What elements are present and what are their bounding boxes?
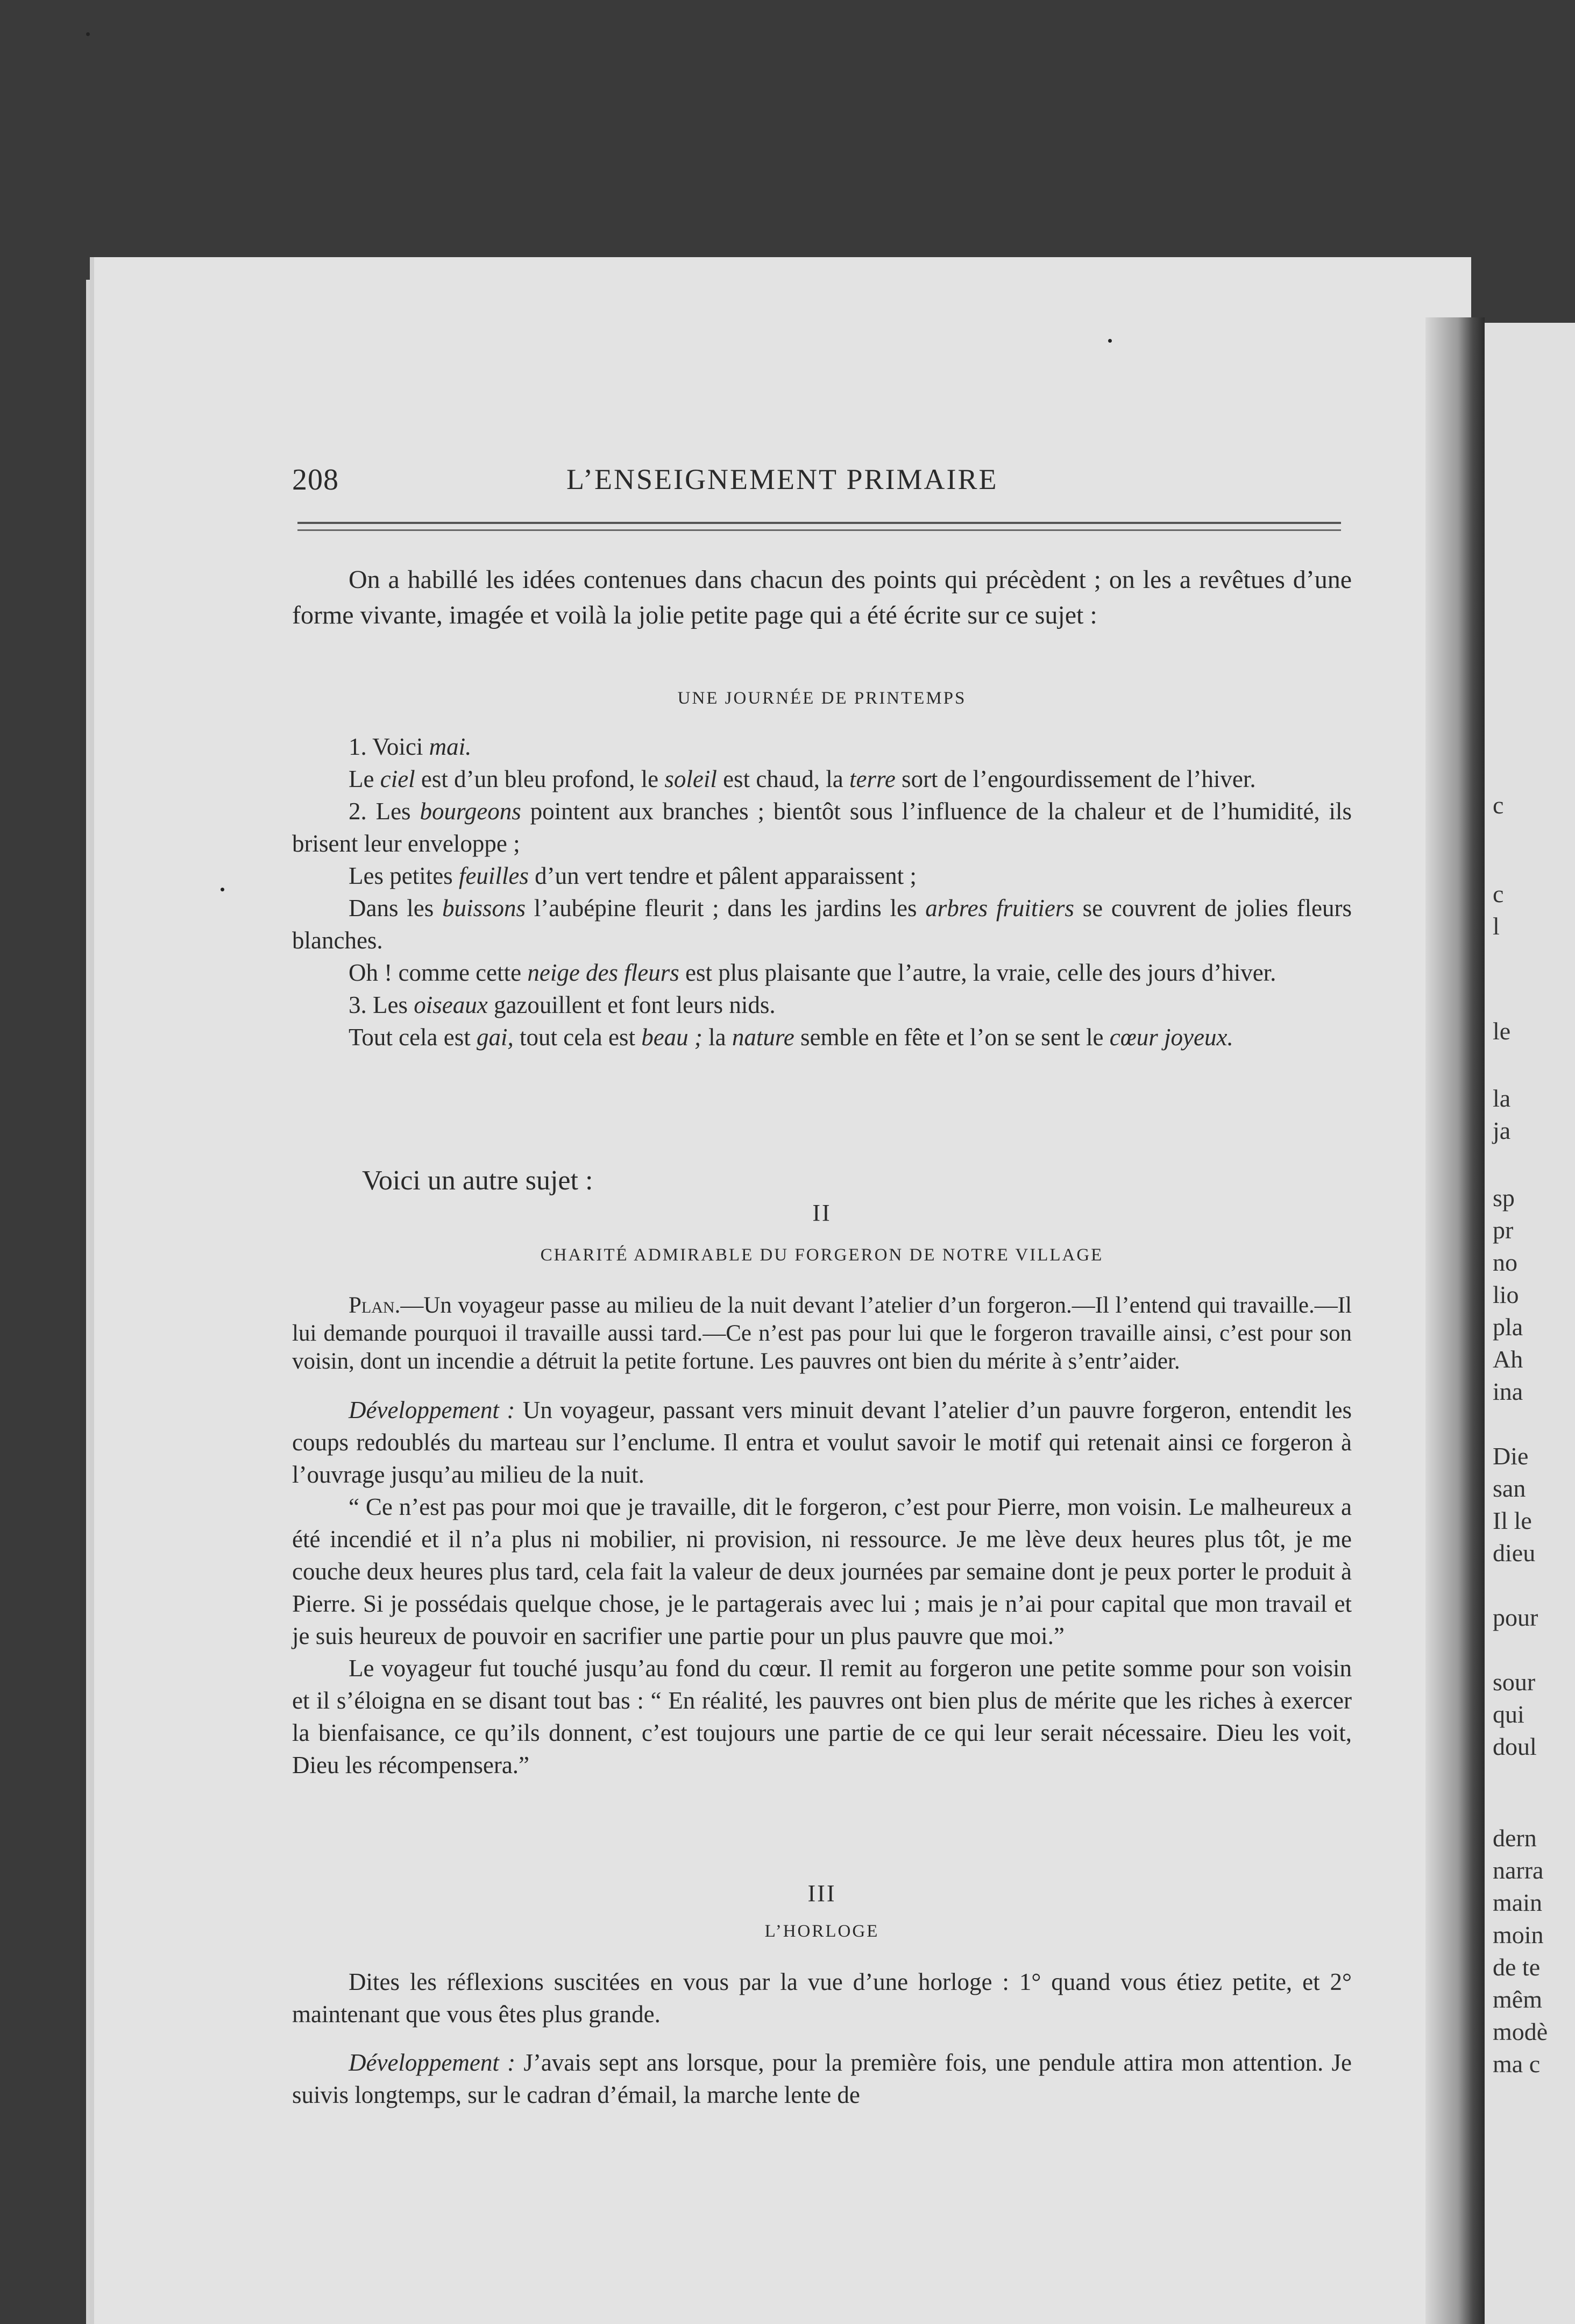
text-run: semble en fête et l’on se sent le — [794, 1024, 1110, 1051]
fragment: sour — [1493, 1668, 1536, 1696]
text-run: Oh ! comme cette — [349, 959, 528, 986]
text-run: est d’un bleu profond, le — [415, 766, 665, 792]
plan-paragraph — [292, 1292, 1352, 1376]
italic-run: gai, — [477, 1024, 514, 1051]
italic-run: terre — [849, 766, 896, 792]
fragment: main — [1493, 1889, 1542, 1916]
fragment: de te — [1493, 1953, 1541, 1981]
text-run: J’avais sept ans lorsque, pour la première fois, une pendule attira mon attention. Je suivis longtemps, sur le cadran d’émail, la marche lente de — [292, 2049, 1352, 2108]
text-run: Un voyageur, passant vers minuit devant l’atelier d’un pauvre forgeron, entendit les coups redoublés du marteau sur l’enclume. Il entra et voulut savoir le motif qui retenait ainsi ce forgeron à l’ouvrage jusqu’au milieu de la nuit. — [292, 1397, 1352, 1488]
section-numeral: III — [807, 1880, 836, 1907]
fragment: ma c — [1493, 2050, 1541, 2078]
section-title: UNE JOURNÉE DE PRINTEMPS — [677, 689, 967, 708]
text-run: 2. Les — [349, 798, 420, 825]
paragraph — [292, 989, 1352, 1021]
page-header — [292, 463, 1341, 500]
fragment: Il le — [1493, 1507, 1532, 1534]
fragment: c — [1493, 880, 1504, 908]
italic-run: beau ; — [641, 1024, 703, 1051]
paragraph — [292, 731, 1352, 763]
text-run: tout cela est — [513, 1024, 642, 1051]
italic-run: ciel — [380, 766, 415, 792]
fragment: c — [1493, 791, 1504, 819]
running-title: L’ENSEIGNEMENT PRIMAIRE — [566, 463, 998, 495]
fragment: mêm — [1493, 1986, 1542, 2013]
section-numeral: II — [812, 1200, 832, 1226]
text-run: Tout cela est — [349, 1024, 477, 1051]
fragment: ina — [1493, 1378, 1523, 1405]
paragraph — [292, 763, 1352, 795]
intro-paragraph: On a habillé les idées contenues dans chacun des points qui précèdent ; on les a revêtues d’une forme vivante, imagée et voilà la jolie petite page qui a été écrite sur ce sujet : — [292, 565, 1352, 629]
paragraph — [292, 956, 1352, 989]
dust-speck — [221, 888, 224, 891]
italic-run: nature — [732, 1024, 794, 1051]
paragraph — [292, 860, 1352, 892]
book-gutter — [1425, 317, 1485, 2324]
text-run: —Un voyageur passe au milieu de la nuit devant l’atelier d’un forgeron.—Il l’entend qui travaille.—Il lui demande pourquoi il travaille aussi tard.—Ce n’est pas pour lui que le forgeron travaille ainsi, c’est pour son voisin, dont un incendie a détruit la petite fortune. Les pauvres ont bien du mérite à s’entr’aider. — [292, 1293, 1352, 1374]
italic-run: oiseaux — [414, 991, 488, 1018]
header-rule — [297, 529, 1341, 531]
section-2 — [292, 1165, 1352, 1781]
quote-paragraph: “ Ce n’est pas pour moi que je travaille, dit le forgeron, c’est pour Pierre, mon voisin. Le malheureux a été incendié et il n’a plus ni mobilier, ni provision, ni ressource. Je me lève deux heures plus tôt, je me couche deux heures plus tard, cela fait la valeur de deux journées par semaine dont je peux porter le produit à Pierre. Si je possédais quelque chose, je le partagerais avec lui ; mais je n’ai pour capital que mon travail et je suis heureux de pouvoir en sacrifier une partie pour un plus pauvre que moi.” — [292, 1493, 1352, 1649]
fragment: le — [1493, 1017, 1511, 1045]
text-run: se couvrent de jolies fleurs blanches. — [292, 895, 1352, 954]
text-run: est chaud, la — [716, 766, 849, 792]
italic-run: bourgeons — [420, 798, 521, 825]
italic-run: mai. — [429, 733, 472, 760]
section-title: L’HORLOGE — [764, 1922, 879, 1941]
fragment: pla — [1493, 1313, 1523, 1341]
plan-label: Plan. — [349, 1293, 401, 1318]
fragment: modè — [1493, 2018, 1548, 2045]
text-run: d’un vert tendre et pâlent apparaissent ; — [528, 862, 917, 889]
text-run: Dans les — [349, 895, 442, 922]
italic-run: buissons — [442, 895, 526, 922]
fragment: doul — [1493, 1733, 1537, 1760]
intro-block — [292, 562, 1352, 633]
text-run: la — [702, 1024, 732, 1051]
header-rule — [297, 522, 1341, 524]
fragment: pour — [1493, 1604, 1538, 1631]
development-label: Développement : — [349, 2049, 516, 2076]
paragraph — [292, 892, 1352, 956]
section-3 — [292, 1877, 1352, 2111]
prompt-paragraph: Dites les réflexions suscitées en vous par la vue d’une horloge : 1° quand vous étiez petite, et 2° maintenant que vous êtes plus grande. — [292, 1968, 1352, 2028]
text-run: pointent aux branches ; bientôt sous l’influence de la chaleur et de l’humidité, ils brisent leur enveloppe ; — [292, 798, 1352, 857]
fragment: la — [1493, 1085, 1511, 1112]
another-subject-line: Voici un autre sujet : — [362, 1165, 593, 1196]
fragment: ja — [1493, 1117, 1511, 1144]
text-run: 1. Voici — [349, 733, 429, 760]
fragment: qui — [1493, 1701, 1524, 1728]
fragment: dern — [1493, 1824, 1537, 1852]
fragment: sp — [1493, 1184, 1515, 1211]
text-run: 3. Les — [349, 991, 414, 1018]
fragment: moin — [1493, 1921, 1544, 1949]
italic-run: cœur joyeux. — [1109, 1024, 1233, 1051]
paragraph: Le voyageur fut touché jusqu’au fond du cœur. Il remit au forgeron une petite somme pour son voisin et il s’éloigna en se disant tout bas : “ En réalité, les pauvres ont bien plus de mérite que les riches à exercer la bienfaisance, ce qu’ils donnent, c’est toujours une partie de ce qui leur serait nécessaire. Dieu les voit, Dieu les récompensera.” — [292, 1655, 1352, 1779]
text-run: sort de l’engourdissement de l’hiver. — [895, 766, 1256, 792]
italic-run: soleil — [664, 766, 717, 792]
italic-run: arbres fruitiers — [925, 895, 1074, 922]
fragment: Die — [1493, 1442, 1529, 1470]
fragment: pr — [1493, 1216, 1514, 1244]
italic-run: neige des fleurs — [527, 959, 679, 986]
fragment: lio — [1493, 1281, 1519, 1308]
fragment: l — [1493, 912, 1500, 940]
development-paragraph — [292, 1394, 1352, 1491]
text-run: Le — [349, 766, 380, 792]
fragment: dieu — [1493, 1539, 1536, 1567]
paragraph — [292, 1021, 1352, 1053]
paragraph — [292, 795, 1352, 860]
dust-speck — [1108, 339, 1112, 343]
text-run: gazouillent et font leurs nids. — [487, 991, 776, 1018]
page-number: 208 — [292, 463, 339, 497]
fragment: san — [1493, 1475, 1526, 1502]
section-title: CHARITÉ ADMIRABLE DU FORGERON DE NOTRE VILLAGE — [540, 1245, 1104, 1265]
text-run: est plus plaisante que l’autre, la vraie, celle des jours d’hiver. — [679, 959, 1276, 986]
text-run: l’aubépine fleurit ; dans les jardins les — [526, 895, 926, 922]
section-1 — [292, 682, 1352, 1053]
fragment: narra — [1493, 1857, 1544, 1884]
text-run: Les petites — [349, 862, 459, 889]
italic-run: feuilles — [458, 862, 529, 889]
development-paragraph — [292, 2046, 1352, 2111]
fragment: no — [1493, 1249, 1517, 1276]
development-label: Développement : — [349, 1397, 515, 1423]
dust-speck — [86, 32, 90, 36]
fragment: Ah — [1493, 1345, 1523, 1373]
